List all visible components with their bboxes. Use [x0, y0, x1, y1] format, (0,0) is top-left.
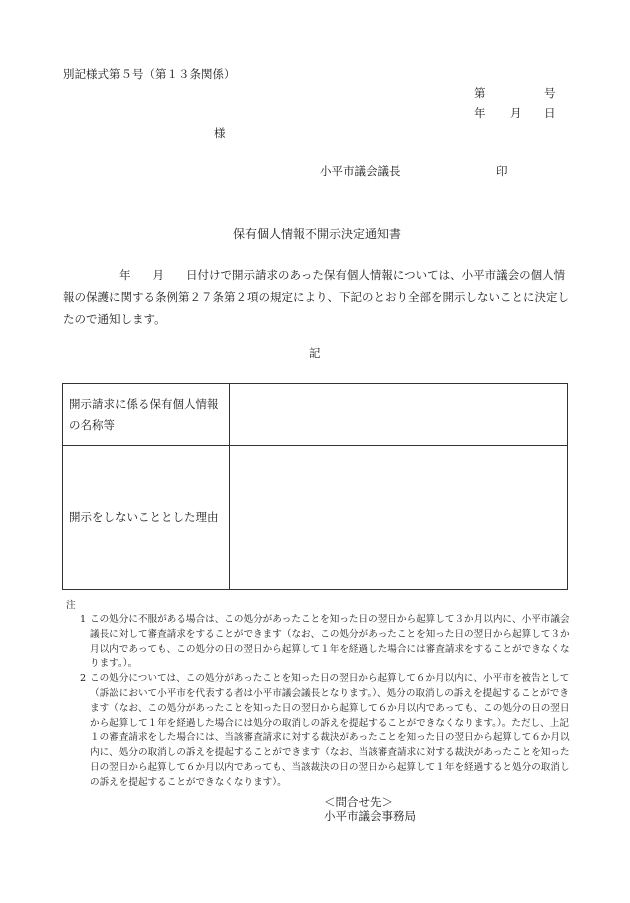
seal-mark: 印 — [496, 164, 508, 178]
date-year-label: 年 — [474, 106, 486, 120]
note-number: 1 — [80, 614, 87, 625]
addressee-honorific: 様 — [214, 126, 226, 140]
reason-value — [230, 446, 568, 590]
info-table — [62, 383, 568, 590]
date-month-label: 月 — [510, 106, 522, 120]
date-day-label: 日 — [544, 106, 556, 120]
note-text: この処分については、この処分があったことを知った日の翌日から起算して６か月以内に、小平市を被告として（訴訟において小平市を代表する者は小平市議会議長となります。）、処分の取消しの訴えを提起することができます（なお、この処分があったことを知った日の翌日から起算して６か月以内であっても、この処分の日の翌日から起算して１年を経過した場合には処分の取消しの訴えを提起することができなくなります。）。ただし、上記１の審査請求をした場合には、当該審査請求に対する裁決があったことを知った日の翌日から起算して６か月以内に、処分の取消しの訴えを提起することができます（なお、当該審査請求に対する裁決があったことを知った日の翌日から起算して６か月以内であっても、当該裁決の日の翌日から起算して１年を経過すると処分の取消しの訴えを提起することができなくなります）。 — [90, 673, 570, 788]
notes-heading: 注 — [66, 600, 76, 611]
body-text: 日付けで開示請求のあった保有個人情報については、小平市議会の個人情報の保護に関する条例第２７条第２項の規定により、下記のとおり全部を開示しないことに決定したので通知します。 — [63, 268, 569, 326]
table-row — [63, 384, 568, 446]
notes-list — [62, 613, 572, 791]
reason-label: 開示をしないこととした理由 — [63, 446, 230, 590]
body-paragraph — [63, 264, 569, 330]
table-row — [63, 446, 568, 590]
note-text: この処分に不服がある場合は、この処分があったことを知った日の翌日から起算して３か月以内に、小平市議会議長に対して審査請求をすることができます（なお、この処分があったことを知った日の翌日から起算して３か月以内であっても、この処分の日の翌日から起算して１年を経過した場合には審査請求をすることができなくなります。）。 — [90, 614, 570, 670]
doc-number-suffix: 号 — [544, 86, 556, 100]
contact-heading: ＜問合せ先＞ — [324, 795, 393, 809]
ki-mark: 記 — [309, 346, 321, 360]
note-number: 2 — [80, 673, 87, 685]
body-year: 年 — [119, 268, 131, 282]
requested-info-label: 開示請求に係る保有個人情報の名称等 — [63, 384, 230, 446]
contact-office: 小平市議会事務局 — [324, 809, 416, 823]
form-number: 別記様式第５号（第１３条関係） — [63, 67, 236, 81]
doc-number-prefix: 第 — [474, 86, 486, 100]
list-item — [62, 672, 572, 790]
requested-info-value — [230, 384, 568, 446]
issuer-name: 小平市議会議長 — [320, 164, 401, 178]
list-item — [62, 613, 572, 672]
body-month: 月 — [152, 268, 164, 282]
document-title: 保有個人情報不開示決定通知書 — [233, 227, 402, 241]
